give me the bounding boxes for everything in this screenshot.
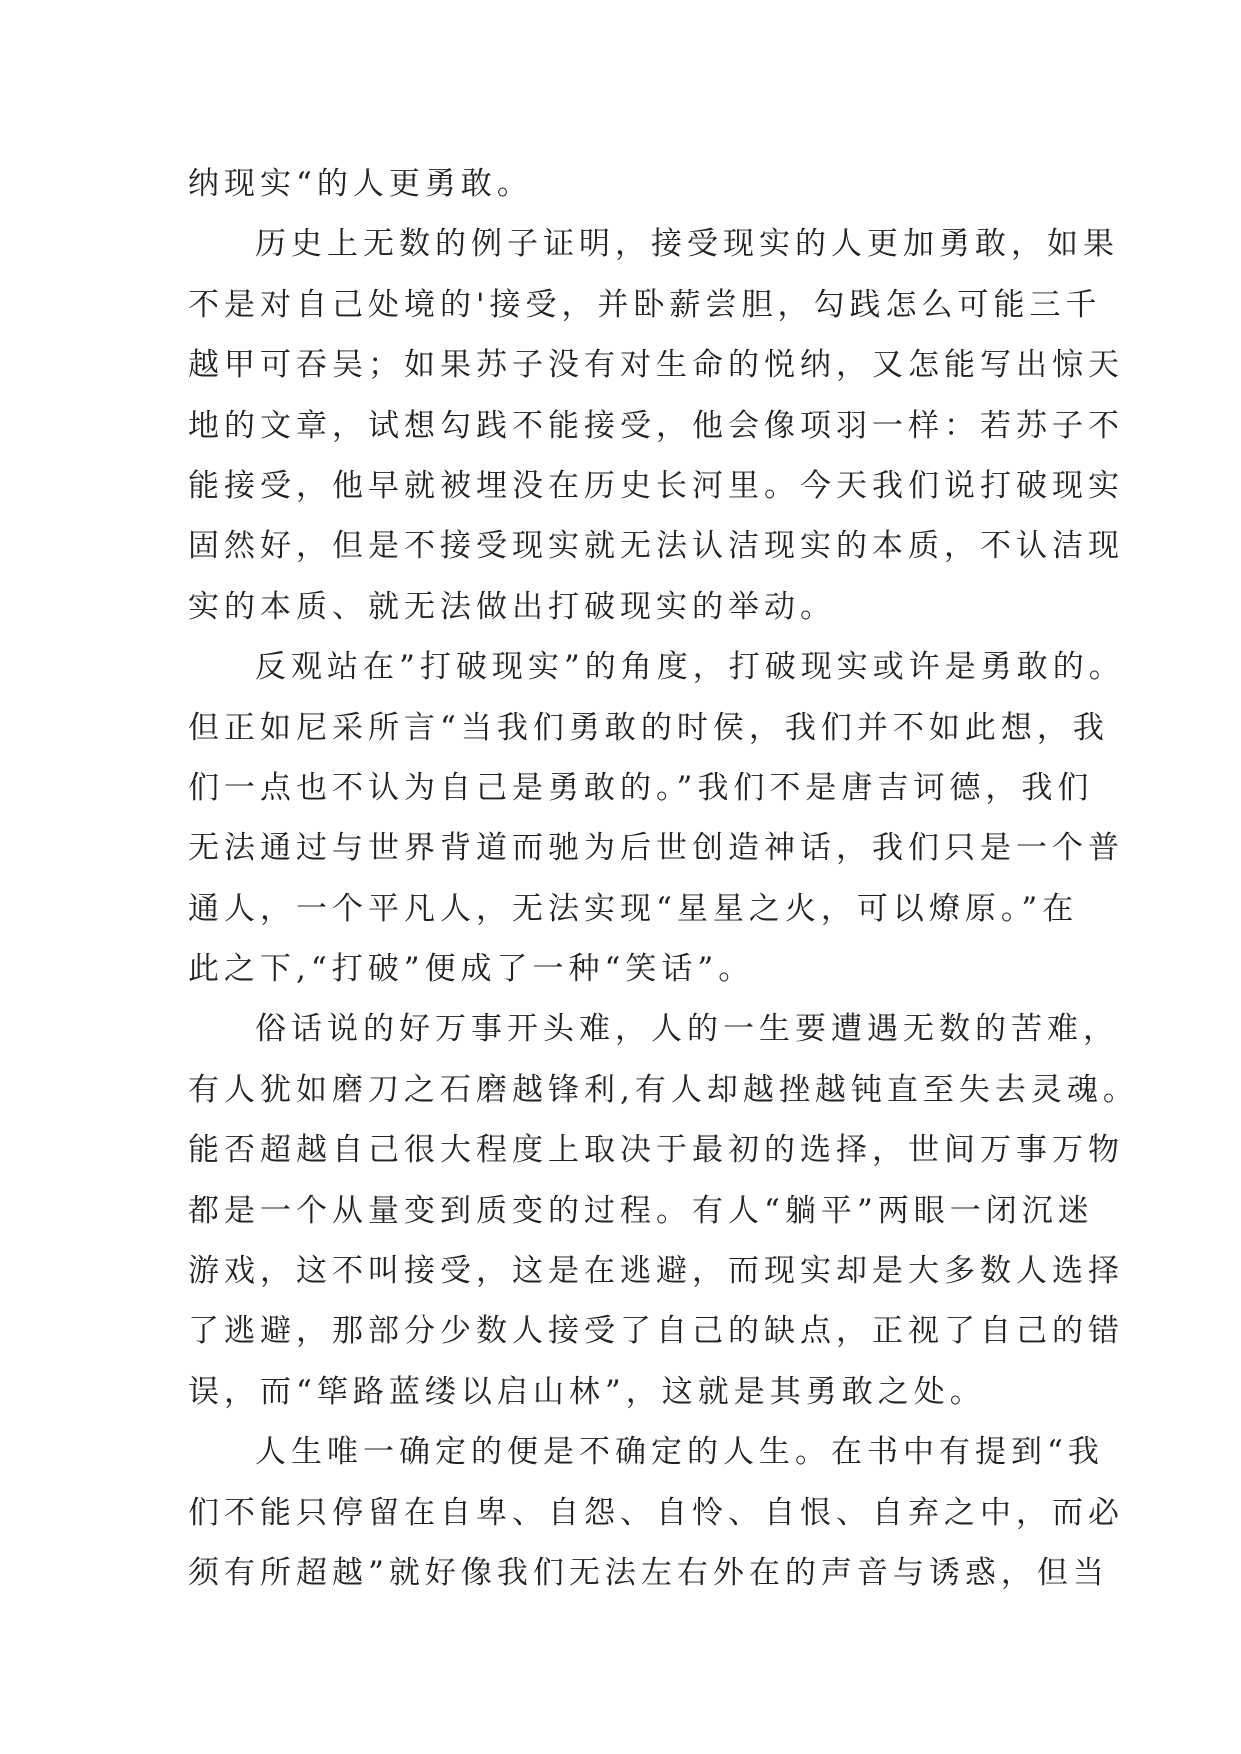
text-line: 俗话说的好万事开头难，人的一生要遭遇无数的苦难， <box>255 1011 1119 1048</box>
text-line: 们不能只停留在自卑、自怨、自怜、自恨、自弃之中，而必 <box>188 1494 1124 1531</box>
text-line: 有人犹如磨刀之石磨越锋利,有人却越挫越钝直至失去灵魂。 <box>188 1071 1139 1108</box>
text-line: 误，而“筚路蓝缕以启山林”，这就是其勇敢之处。 <box>188 1373 986 1410</box>
text-line: 们一点也不认为自己是勇敢的。”我们不是唐吉诃德，我们 <box>188 769 1094 806</box>
text-line: 纳现实“的人更勇敢。 <box>188 166 533 202</box>
essay-body <box>188 154 1139 1603</box>
text-line: 历史上无数的例子证明，接受现实的人更加勇敢，如果 <box>255 226 1119 263</box>
text-line: 人生唯一确定的便是不确定的人生。在书中有提到“我 <box>255 1434 1104 1471</box>
text-line: 固然好，但是不接受现实就无法认洁现实的本质，不认洁现 <box>188 528 1124 565</box>
text-line: 都是一个从量变到质变的过程。有人“躺平”两眼一闭沉迷 <box>188 1192 1094 1229</box>
text-line: 此之下,“打破”便成了一种“笑话”。 <box>188 951 755 988</box>
text-line: 了逃避，那部分少数人接受了自己的缺点，正视了自己的错 <box>188 1313 1124 1350</box>
text-line: 实的本质、就无法做出打破现实的举动。 <box>188 588 836 625</box>
text-line: 通人，一个平凡人，无法实现“星星之火，可以燎原。”在 <box>188 890 1079 927</box>
text-line: 能否超越自己很大程度上取决于最初的选择，世间万事万物 <box>188 1132 1124 1169</box>
text-line: 无法通过与世界背道而驰为后世创造神话，我们只是一个普 <box>188 830 1124 867</box>
text-line: 须有所超越”就好像我们无法左右外在的声音与诱惑，但当 <box>188 1554 1109 1591</box>
text-line: 不是对自己处境的'接受，并卧薪尝胆，勾践怎么可能三千 <box>188 286 1102 323</box>
text-line: 反观站在”打破现实”的角度，打破现实或许是勇敢的。 <box>255 649 1125 686</box>
text-line: 越甲可吞吴；如果苏子没有对生命的悦纳，又怎能写出惊天 <box>188 347 1124 384</box>
text-line: 能接受，他早就被埋没在历史长河里。今天我们说打破现实 <box>188 467 1124 504</box>
text-line: 游戏，这不叫接受，这是在逃避，而现实却是大多数人选择 <box>188 1253 1124 1290</box>
text-line: 地的文章，试想勾践不能接受，他会像项羽一样：若苏子不 <box>188 407 1124 444</box>
text-line: 但正如尼采所言“当我们勇敢的时侯，我们并不如此想，我 <box>188 709 1109 746</box>
